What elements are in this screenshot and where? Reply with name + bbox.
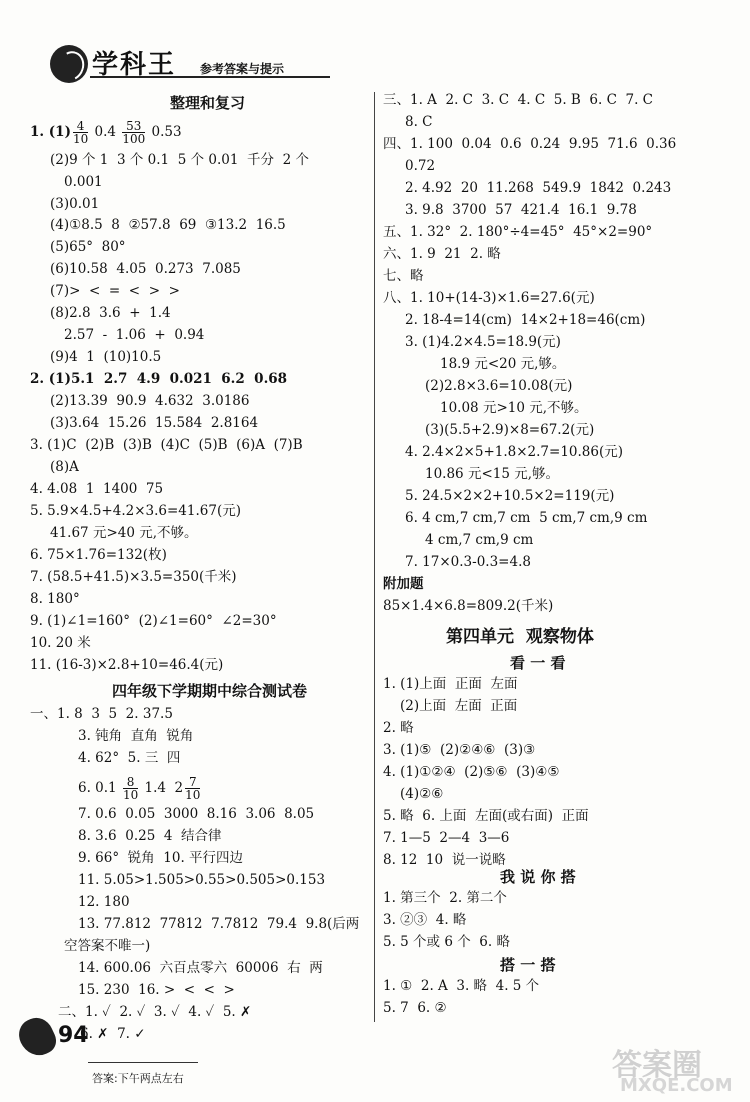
answer-line: 3. (1)C (2)B (3)B (4)C (5)B (6)A (7)B [30,437,303,453]
unit-title: 第四单元 观察物体 [446,627,594,647]
answer-line: 2. 4.92 20 11.268 549.9 1842 0.243 [405,180,672,196]
answer-line: 10. 20 米 [30,635,91,651]
answer-line: 2. 18-4=14(cm) 14×2+18=46(cm) [405,312,646,328]
page-number: 94 [58,1023,89,1048]
brand-title: 学科王 [92,50,177,80]
answer-line: 3. (1)⑤ (2)②④⑥ (3)③ [383,742,536,758]
answer-line: (6)10.58 4.05 0.273 7.085 [50,261,241,277]
answer-line: 8. 12 10 说一说略 [383,852,506,868]
section-title-midterm: 四年级下学期期中综合测试卷 [112,682,308,700]
answer-line: 4. (1)①②④ (2)⑤⑥ (3)④⑤ [383,764,560,780]
answer-line: (3)0.01 [50,196,100,212]
answer-line: 7. (58.5+41.5)×3.5=350(千米) [30,569,237,585]
answer-line: 4. 62° 5. 三 四 [78,750,181,766]
answer-line: 2. 略 [383,720,414,736]
dolphin-mascot-icon [14,1013,61,1062]
answer-line: 四、1. 100 0.04 0.6 0.24 9.95 71.6 0.36 [383,136,677,152]
answer-line: (8)2.8 3.6 + 1.4 [50,305,171,321]
subsection-title-look: 看 一 看 [510,654,566,672]
answer-line: 11. 5.05>1.505>0.55>0.505>0.153 [78,872,326,888]
header-subtitle: 参考答案与提示 [200,62,285,76]
answer-line: 5. 24.5×2×2+10.5×2=119(元) [405,488,615,504]
answer-line: 9. (1)∠1=160° (2)∠1=60° ∠2=30° [30,613,277,629]
answer-line: 2.57 - 1.06 + 0.94 [64,327,205,343]
answer-line: 一、1. 8 3 5 2. 37.5 [30,706,173,722]
answer-line: (4)②⑥ [400,786,444,802]
answer-line: 1. (1) $\frac{4}{10}$ 0.4 $\frac{53}{100}$ 0.53 [30,119,182,146]
column-divider [374,92,375,1022]
answer-line: 7. 0.6 0.05 3000 8.16 3.06 8.05 [78,806,315,822]
answer-line: 2. (1)5.1 2.7 4.9 0.021 6.2 0.68 [30,371,288,387]
header-rule [90,76,330,78]
answer-line: 1. ① 2. A 3. 略 4. 5 个 [383,978,540,994]
answer-line: 0.72 [405,158,436,174]
answer-line: (9)4 1 (10)10.5 [50,349,162,365]
answer-line: 六、1. 9 21 2. 略 [383,246,501,262]
footer-rule [88,1062,198,1063]
answer-line: 二、1. ✓ 2. ✓ 3. ✓ 4. ✓ 5. ✗ [58,1004,252,1020]
section-title-review: 整理和复习 [170,94,246,112]
answer-line: 6. 0.1 $\frac{8}{10}$ 1.4 2 $\frac{7}{10}$ [78,775,201,802]
answer-line: 3. ②③ 4. 略 [383,912,467,928]
answer-line: 5. 5 个或 6 个 6. 略 [383,934,510,950]
answer-line: 五、1. 32° 2. 180°÷4=45° 45°×2=90° [383,224,653,240]
bonus-heading: 附加题 [383,576,424,592]
answer-line: 9. 66° 锐角 10. 平行四边 [78,850,244,866]
answer-line: (2)13.39 90.9 4.632 3.0186 [50,393,250,409]
answer-line: 7. 1—5 2—4 3—6 [383,830,510,846]
header [50,40,350,90]
answer-line: 6. 4 cm,7 cm,7 cm 5 cm,7 cm,9 cm [405,510,648,526]
watermark-url: MXQE.COM [620,1075,733,1096]
answer-line: 3. 9.8 3700 57 421.4 16.1 9.78 [405,202,637,218]
answer-line: (2)9 个 1 3 个 0.1 5 个 0.01 千分 2 个 [50,152,309,168]
answer-line: (4)①8.5 8 ②57.8 69 ③13.2 16.5 [50,217,286,233]
answer-line: 85×1.4×6.8=809.2(千米) [383,598,554,614]
answer-line: 18.9 元<20 元,够。 [440,356,566,372]
answer-line: 1. 第三个 2. 第二个 [383,890,507,906]
answer-line: 3. (1)4.2×4.5=18.9(元) [405,334,561,350]
answer-line: 10.08 元>10 元,不够。 [440,400,588,416]
answer-line: 0.001 [64,174,103,190]
answer-line: 八、1. 10+(14-3)×1.6=27.6(元) [383,290,595,306]
answer-line: (8)A [50,459,79,475]
answer-line: 6. ✗ 7. ✓ [80,1026,146,1042]
subsection-title-stack: 搭 一 搭 [500,956,556,974]
answer-line: 7. 17×0.3-0.3=4.8 [405,554,531,570]
answer-line: (7)> < = < > > [50,283,180,299]
logo-ball-icon [50,45,88,83]
answer-line: (2)上面 左面 正面 [400,698,518,714]
answer-line: (3)3.64 15.26 15.584 2.8164 [50,415,259,431]
answer-line: 5. 略 6. 上面 左面(或右面) 正面 [383,808,589,824]
answer-line: 1. (1)上面 正面 左面 [383,676,518,692]
answer-line: 10.86 元<15 元,够。 [425,466,560,482]
answer-line: 4. 4.08 1 1400 75 [30,481,164,497]
answer-line: (3)(5.5+2.9)×8=67.2(元) [425,422,595,438]
answer-line: 3. 钝角 直角 锐角 [78,728,194,744]
answer-line: 14. 600.06 六百点零六 60006 右 两 [78,960,323,976]
subsection-title-build: 我 说 你 搭 [500,868,576,886]
answer-line: (5)65° 80° [50,239,126,255]
answer-line: 13. 77.812 77812 7.7812 79.4 9.8(后两 [78,916,360,932]
answer-line: 6. 75×1.76=132(枚) [30,547,167,563]
answer-line: (2)2.8×3.6=10.08(元) [425,378,573,394]
answer-line: 8. 180° [30,591,80,607]
answer-line: 4 cm,7 cm,9 cm [425,532,534,548]
answer-line: 三、1. A 2. C 3. C 4. C 5. B 6. C 7. C [383,92,654,108]
answer-line: 8. 3.6 0.25 4 结合律 [78,828,222,844]
answer-line: 空答案不唯一) [64,938,151,954]
answer-line: 41.67 元>40 元,不够。 [50,525,198,541]
footer-answer: 答案:下午两点左右 [92,1072,184,1085]
answer-line: 5. 5.9×4.5+4.2×3.6=41.67(元) [30,503,241,519]
answer-line: 5. 7 6. ② [383,1000,447,1016]
answer-line: 七、略 [383,268,424,284]
watermark-logo: 答案圈 [612,1048,702,1083]
answer-line: 8. C [405,114,433,130]
answer-line: 12. 180 [78,894,130,910]
answer-line: 4. 2.4×2×5+1.8×2.7=10.86(元) [405,444,623,460]
answer-line: 15. 230 16. > < < > [78,982,235,998]
answer-line: 11. (16-3)×2.8+10=46.4(元) [30,657,224,673]
